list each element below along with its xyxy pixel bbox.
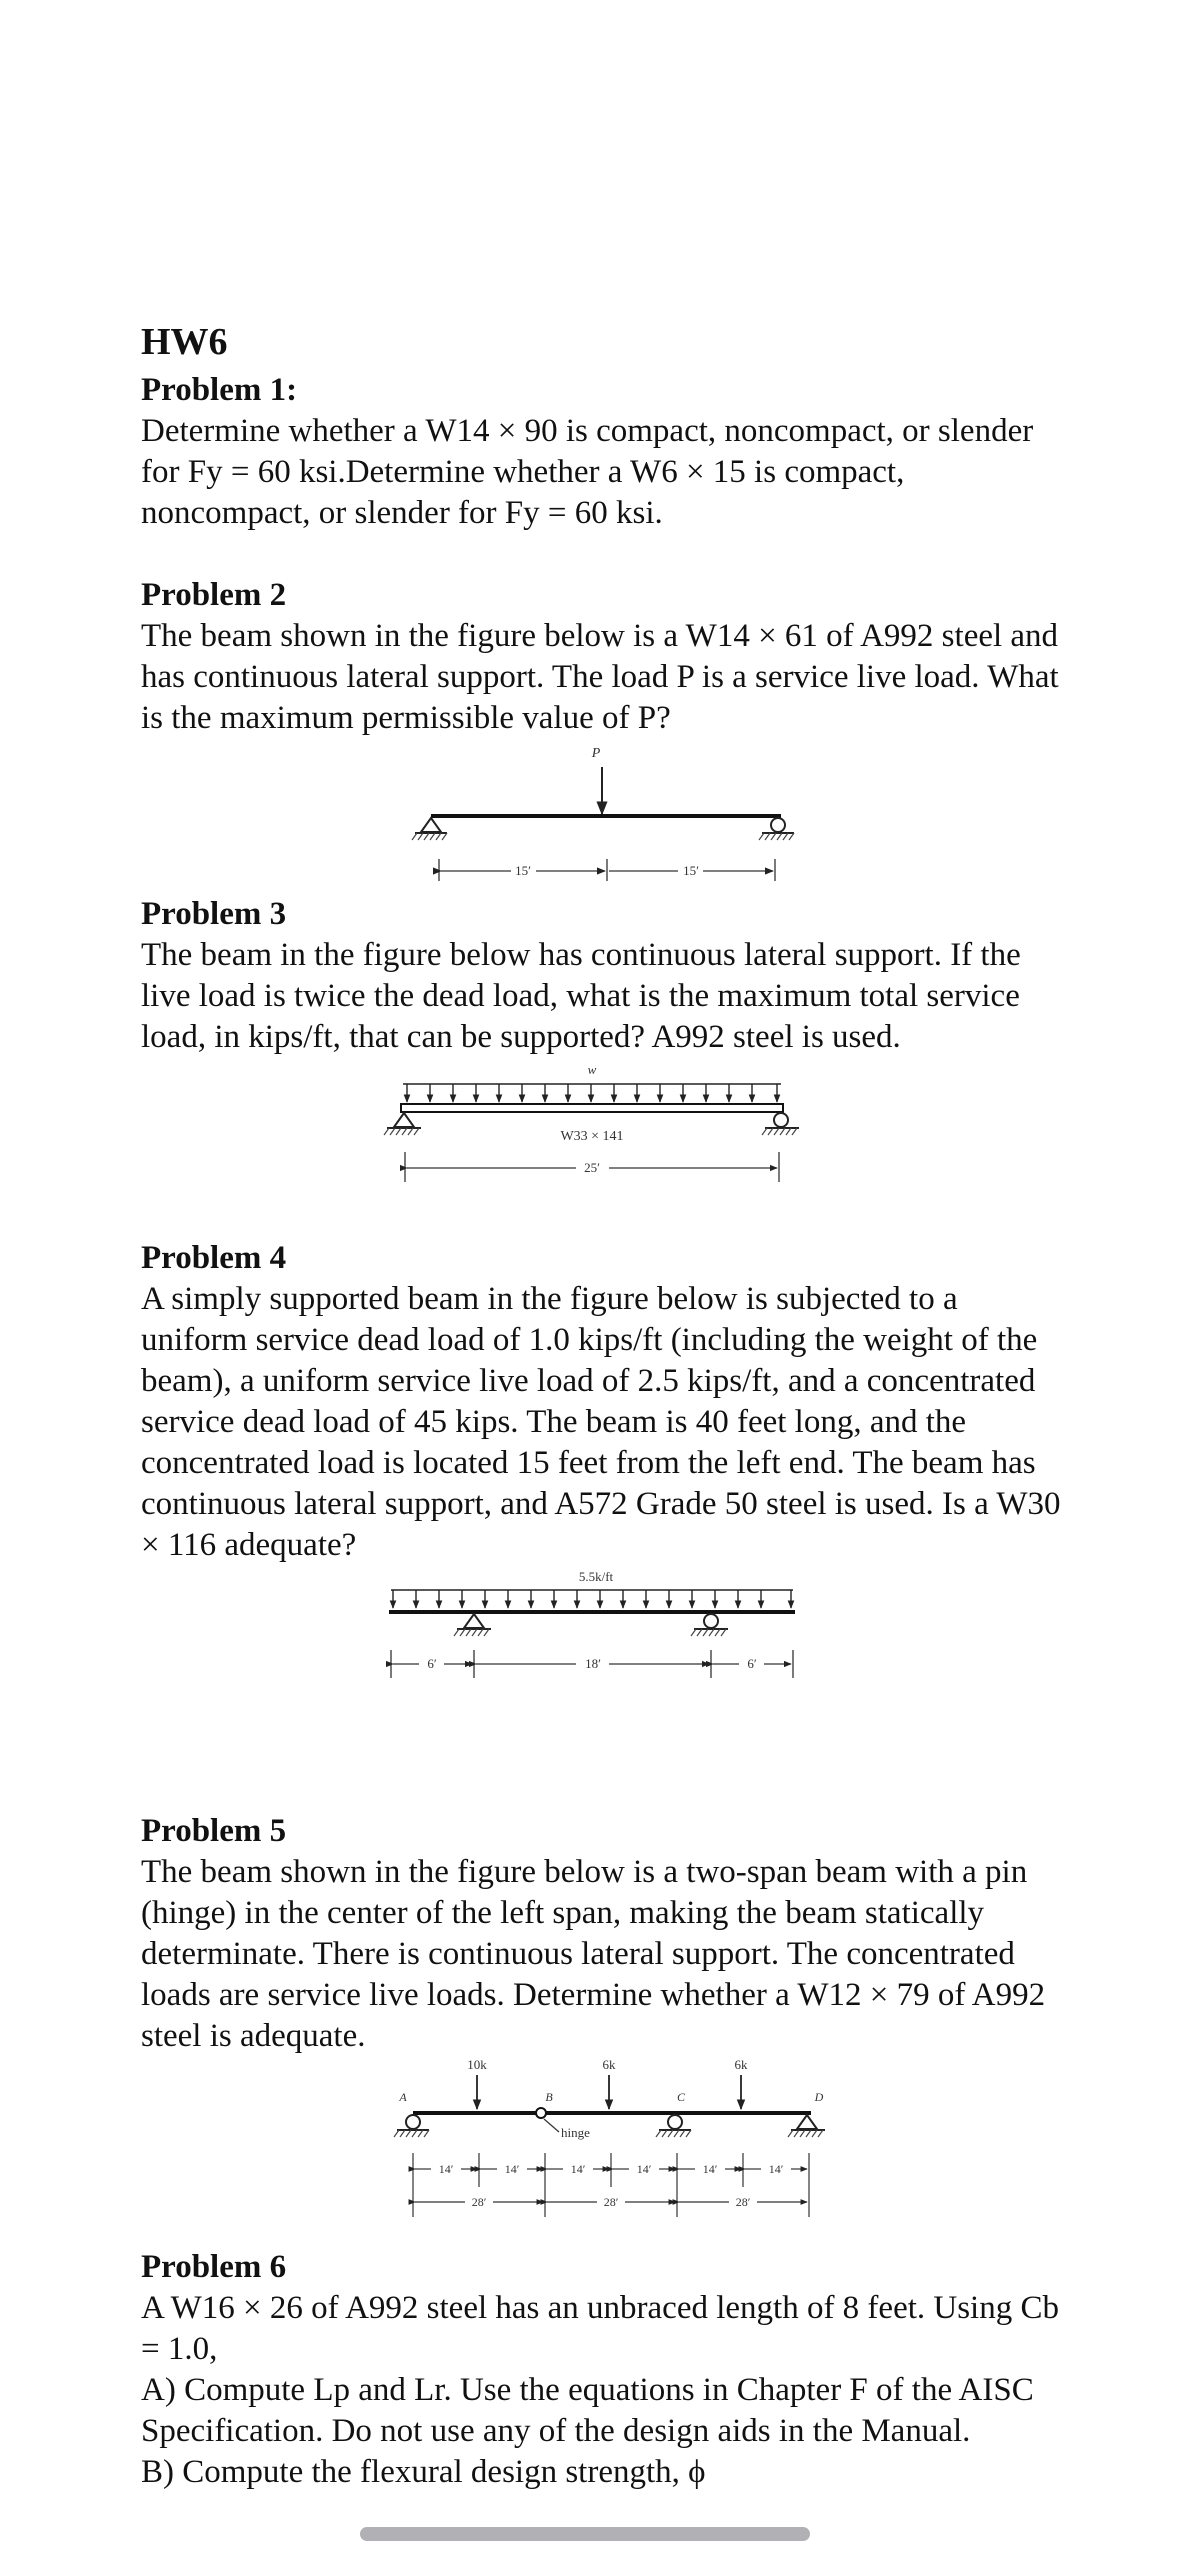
dim-left-label: 6′ — [427, 1656, 437, 1671]
problem-3-text: The beam in the figure below has continuous lateral support. If the live load is twice the dead load, what is the maximum total service load, in kips/ft, that can be supported? A992 steel is used. — [141, 937, 1021, 1055]
dim-bottom-2: 28′ — [603, 2195, 619, 2209]
problem-5-heading: Problem 5 — [141, 1813, 287, 1849]
homework-document — [141, 320, 1061, 2493]
hinge-label: hinge — [561, 2125, 590, 2140]
distributed-load-label: w — [587, 1062, 597, 1077]
point-label-b: B — [545, 2090, 553, 2104]
distributed-load-arrows — [393, 1590, 791, 1608]
dim-top-1: 14′ — [438, 2162, 454, 2176]
section-label: W33 × 141 — [560, 1129, 624, 1144]
problem-1-heading: Problem 1: — [141, 372, 298, 408]
dim-bottom-1: 28′ — [471, 2195, 487, 2209]
problem-6-line-1: A W16 × 26 of A992 steel has an unbraced length of 8 feet. Using Cb = 1.0, — [141, 2290, 1059, 2367]
problem-4 — [141, 1238, 1061, 1811]
dimension-line — [439, 859, 775, 881]
dim-top-6: 14′ — [768, 2162, 784, 2176]
problem-6-line-2: A) Compute Lp and Lr. Use the equations in Chapter F of the AISC Specification. Do not use any of the design aids in the Manual. — [141, 2372, 1034, 2449]
dim-mid-label: 18′ — [585, 1656, 601, 1671]
point-label-d: D — [814, 2090, 824, 2104]
point-label-c: C — [676, 2090, 686, 2104]
roller-support-a — [394, 2115, 429, 2137]
problem-3 — [141, 894, 1061, 1238]
point-load-arrows — [477, 2075, 741, 2109]
problem-4-figure — [141, 1566, 1061, 1811]
problem-2-text: The beam shown in the figure below is a W14 × 61 of A992 steel and has continuous lateral support. The load P is a service live load. What is the maximum permissible value of P? — [141, 618, 1059, 736]
load-label-3: 6k — [734, 2057, 748, 2072]
roller-support — [759, 818, 794, 840]
problem-6-heading: Problem 6 — [141, 2249, 287, 2285]
load-label-1: 10k — [467, 2057, 487, 2072]
problem-2-figure — [141, 739, 1061, 894]
problem-2-heading: Problem 2 — [141, 577, 287, 613]
problem-5 — [141, 1811, 1061, 2247]
problem-5-figure — [141, 2057, 1061, 2247]
pin-support-d — [788, 2115, 825, 2137]
roller-support — [691, 1614, 728, 1636]
problem-4-heading: Problem 4 — [141, 1240, 287, 1276]
problem-1-text: Determine whether a W14 × 90 is compact, noncompact, or slender for Fy = 60 ksi.Determine whether a W6 × 15 is compact, noncompact, or slender for Fy = 60 ksi. — [141, 413, 1034, 531]
pin-support — [412, 818, 447, 840]
roller-support — [762, 1113, 799, 1135]
hinge — [536, 2108, 546, 2118]
problem-6 — [141, 2247, 1061, 2493]
problem-1 — [141, 370, 1061, 534]
dim-right-label: 6′ — [747, 1656, 757, 1671]
point-load-label: P — [591, 746, 601, 761]
distributed-load-arrows — [407, 1084, 777, 1102]
dim-bottom-3: 28′ — [735, 2195, 751, 2209]
beam — [401, 1104, 783, 1112]
problem-5-text: The beam shown in the figure below is a two-span beam with a pin (hinge) in the center of the left span, making the beam statically determinate. There is continuous lateral support. The concentrated loads are service live loads. Determine whether a W12 × 79 of A992 steel is adequate. — [141, 1854, 1046, 2054]
dim-left-label: 15′ — [515, 863, 531, 878]
dim-right-label: 15′ — [683, 863, 699, 878]
pin-support — [454, 1614, 491, 1636]
distributed-load-label: 5.5k/ft — [578, 1569, 614, 1584]
problem-3-heading: Problem 3 — [141, 896, 287, 932]
roller-support-c — [656, 2115, 691, 2137]
load-label-2: 6k — [602, 2057, 616, 2072]
dim-top-5: 14′ — [702, 2162, 718, 2176]
problem-2 — [141, 575, 1061, 894]
pin-support — [384, 1113, 421, 1135]
dim-top-3: 14′ — [570, 2162, 586, 2176]
problem-4-text: A simply supported beam in the figure below is subjected to a uniform service dead load of 1.0 kips/ft (including the weight of the beam), a uniform service live load of 2.5 kips/ft, and a concentrated service dead load of 45 kips. The beam is 40 feet long, and the concentrated load is located 15 feet from the left end. The beam has continuous lateral support, and A572 Grade 50 steel is used. Is a W30 × 116 adequate? — [141, 1281, 1061, 1563]
problem-3-figure — [141, 1058, 1061, 1238]
dim-top-4: 14′ — [636, 2162, 652, 2176]
point-label-a: A — [399, 2090, 407, 2104]
dim-span-label: 25′ — [584, 1160, 600, 1175]
dim-top-2: 14′ — [504, 2162, 520, 2176]
problem-6-line-3: B) Compute the flexural design strength, ϕ — [141, 2454, 706, 2490]
document-title: HW6 — [141, 321, 228, 363]
scroll-indicator[interactable] — [360, 2527, 810, 2541]
